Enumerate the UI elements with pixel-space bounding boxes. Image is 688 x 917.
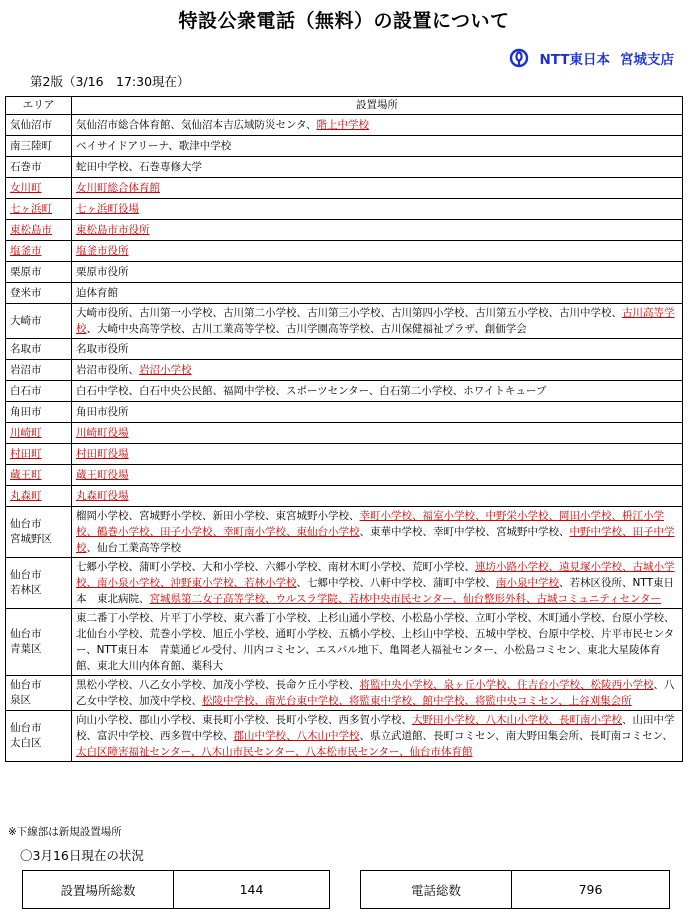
area-cell: 仙台市 若林区 <box>6 558 72 609</box>
area-cell: 大崎市 <box>6 304 72 339</box>
places-cell <box>72 465 683 486</box>
table-row <box>6 262 683 283</box>
location-text: 、若林区役所、NTT東日本 東北病院、 <box>76 577 674 605</box>
new-location-text: 中野中学校、田子中学校 <box>76 526 675 554</box>
table-row <box>6 304 683 339</box>
table-row <box>6 339 683 360</box>
places-cell <box>72 136 683 157</box>
new-location-text: 太白区障害福祉センター、八木山市民センター、八本松市民センター、仙台市体育館 <box>76 746 473 758</box>
location-text: 大崎市役所、古川第一小学校、古川第二小学校、古川第三小学校、古川第四小学校、古川第五小学校、古川中学校、 <box>76 307 622 319</box>
places-cell <box>72 304 683 339</box>
places-cell <box>72 423 683 444</box>
places-cell <box>72 444 683 465</box>
table-row <box>6 220 683 241</box>
places-cell <box>72 283 683 304</box>
page-title: 特設公衆電話（無料）の設置について <box>178 10 510 32</box>
new-location-text: 女川町総合体育館 <box>76 182 160 194</box>
table-row <box>6 444 683 465</box>
table-row <box>6 283 683 304</box>
new-location-text: 蔵王町役場 <box>76 469 129 481</box>
edition-label: 第2版（3/16 17:30現在） <box>30 74 190 89</box>
area-cell: 角田市 <box>6 402 72 423</box>
table-row <box>6 199 683 220</box>
new-location-text: 階上中学校 <box>316 119 369 131</box>
places-cell <box>72 676 683 711</box>
table-row <box>6 402 683 423</box>
new-location-text: 郡山中学校、八木山中学校 <box>233 730 360 742</box>
location-text: 七郷小学校、蒲町小学校、大和小学校、六郷小学校、南材木町小学校、荒町小学校、 <box>76 561 475 573</box>
locations-total-label: 設置場所総数 <box>60 882 136 898</box>
table-row <box>6 711 683 762</box>
places-cell <box>72 711 683 762</box>
org-brand <box>509 48 674 68</box>
new-location-text: 川崎町役場 <box>76 427 129 439</box>
area-cell: 栗原市 <box>6 262 72 283</box>
table-header-row <box>6 97 683 115</box>
footnote: ※下線部は新規設置場所 <box>8 826 122 838</box>
location-text: 気仙沼市総合体育館、気仙沼本吉広域防災センタ、 <box>76 119 317 131</box>
column-header-area: エリア <box>6 97 72 115</box>
places-cell <box>72 241 683 262</box>
location-text: 、仙台工業高等学校 <box>86 542 181 554</box>
table-row <box>6 507 683 558</box>
places-cell <box>72 507 683 558</box>
table-row <box>6 136 683 157</box>
area-cell: 岩沼市 <box>6 360 72 381</box>
table-row <box>6 157 683 178</box>
location-text: ベイサイドアリーナ、歌津中学校 <box>76 140 232 152</box>
table-row <box>6 360 683 381</box>
new-location-text: 岩沼小学校 <box>139 364 192 376</box>
location-text: 白石中学校、白石中央公民館、福岡中学校、スポーツセンター、白石第二小学校、ホワイトキューブ <box>76 385 547 397</box>
status-heading: 〇3月16日現在の状況 <box>20 848 144 863</box>
location-text: 角田市役所 <box>76 406 129 418</box>
places-cell <box>72 199 683 220</box>
area-cell: 南三陸町 <box>6 136 72 157</box>
table-row <box>6 609 683 676</box>
location-text: 迫体育館 <box>76 287 118 299</box>
area-cell: 仙台市 宮城野区 <box>6 507 72 558</box>
area-cell: 東松島市 <box>6 220 72 241</box>
location-text: 東二番丁小学校、片平丁小学校、東六番丁小学校、上杉山通小学校、小松島小学校、立町小学校、木町通小学校、台原小学校、北仙台小学校、荒巻小学校、旭丘小学校、通町小学校、五橋小学校、上杉山中学校、五城中学校、台原中学校、片平市民センター、NTT東日本 青葉通ビル受付、川内コミセン、エスパル地下、亀岡老人福祉センター、小松島コミセン、東北大星陵体育館、東北大川内体育館、薬科大 <box>76 612 675 672</box>
table-row <box>6 241 683 262</box>
places-cell <box>72 486 683 507</box>
area-cell: 石巻市 <box>6 157 72 178</box>
new-location-text: 七ヶ浜町役場 <box>76 203 139 215</box>
table-row <box>6 381 683 402</box>
table-row <box>6 676 683 711</box>
installation-table <box>5 96 683 762</box>
new-location-text: 丸森町役場 <box>76 490 129 502</box>
location-text: 栗原市役所 <box>76 266 129 278</box>
column-header-places: 設置場所 <box>72 97 683 115</box>
places-cell <box>72 339 683 360</box>
table-row <box>6 486 683 507</box>
location-text: 蛇田中学校、石巻専修大学 <box>76 161 202 173</box>
area-cell: 塩釜市 <box>6 241 72 262</box>
location-text: 向山小学校、郡山小学校、東長町小学校、長町小学校、西多賀小学校、 <box>76 714 412 726</box>
area-cell: 白石市 <box>6 381 72 402</box>
area-cell: 気仙沼市 <box>6 115 72 136</box>
location-text: 黒松小学校、八乙女小学校、加茂小学校、長命ケ丘小学校、 <box>76 679 360 691</box>
new-location-text: 連坊小路小学校、遠見塚小学校、古城小学校、南小泉小学校、沖野東小学校、若林小学校 <box>76 561 675 589</box>
new-location-text: 古川高等学校 <box>76 307 675 335</box>
places-cell <box>72 178 683 199</box>
area-cell: 仙台市 太白区 <box>6 711 72 762</box>
area-cell: 女川町 <box>6 178 72 199</box>
location-text: 岩沼市役所、 <box>76 364 139 376</box>
area-cell: 仙台市 青葉区 <box>6 609 72 676</box>
location-text: 、県立武道館、長町コミセン、南大野田集会所、長町南コミセン、 <box>359 730 673 742</box>
location-text: 、山田中学校、富沢中学校、西多賀中学校、 <box>76 714 675 742</box>
places-cell <box>72 402 683 423</box>
ntt-logo-icon <box>509 48 529 68</box>
new-location-text: 南小泉中学校 <box>496 577 559 589</box>
phones-total-box <box>360 870 670 909</box>
location-text: 名取市役所 <box>76 343 129 355</box>
area-cell: 登米市 <box>6 283 72 304</box>
area-cell: 村田町 <box>6 444 72 465</box>
places-cell <box>72 609 683 676</box>
area-cell: 川崎町 <box>6 423 72 444</box>
org-branch: 宮城支店 <box>620 52 674 68</box>
new-location-text: 東松島市市役所 <box>76 224 150 236</box>
table-body <box>6 115 683 762</box>
area-cell: 名取市 <box>6 339 72 360</box>
location-text: 、七郷中学校、八軒中学校、蒲町中学校、 <box>296 577 496 589</box>
places-cell <box>72 157 683 178</box>
location-text: 、八乙女中学校、加茂中学校、 <box>76 679 675 707</box>
new-location-text: 松陵中学校、南光台東中学校、将監東中学校、館中学校、将監中央コミセン、上谷刈集会所 <box>202 695 632 707</box>
places-cell <box>72 262 683 283</box>
table-row <box>6 423 683 444</box>
places-cell <box>72 381 683 402</box>
new-location-text: 幸町小学校、福室小学校、中野栄小学校、岡田小学校、枡江小学校、鶴巻小学校、田子小学校、幸町南小学校、東仙台小学校 <box>76 510 664 538</box>
area-cell: 丸森町 <box>6 486 72 507</box>
places-cell <box>72 220 683 241</box>
new-location-text: 宮城県第二女子高等学校、ウルスラ学院、若林中央市民センター、仙台整形外科、古城コミュニティセンター <box>149 593 662 605</box>
locations-total-value: 144 <box>173 871 329 908</box>
new-location-text: 塩釜市役所 <box>76 245 129 257</box>
table-row <box>6 465 683 486</box>
table-row <box>6 558 683 609</box>
places-cell <box>72 115 683 136</box>
new-location-text: 大野田小学校、八木山小学校、長町南小学校 <box>412 714 622 726</box>
org-name: NTT東日本 <box>539 52 610 68</box>
table-row <box>6 178 683 199</box>
area-cell: 七ヶ浜町 <box>6 199 72 220</box>
places-cell <box>72 558 683 609</box>
places-cell <box>72 360 683 381</box>
location-text: 、大崎中央高等学校、古川工業高等学校、古川学園高等学校、古川保健福祉プラザ、創価学会 <box>86 323 527 335</box>
location-text: 榴岡小学校、宮城野小学校、新田小学校、東宮城野小学校、 <box>76 510 360 522</box>
phones-total-value: 796 <box>511 871 669 908</box>
locations-total-box <box>22 870 330 909</box>
location-text: 、東華中学校、幸町中学校、宮城野中学校、 <box>359 526 570 538</box>
phones-total-label: 電話総数 <box>410 882 461 898</box>
new-location-text: 将監中央小学校、泉ヶ丘小学校、住吉台小学校、松陵西小学校 <box>359 679 654 691</box>
area-cell: 仙台市 泉区 <box>6 676 72 711</box>
new-location-text: 村田町役場 <box>76 448 129 460</box>
table-row <box>6 115 683 136</box>
area-cell: 蔵王町 <box>6 465 72 486</box>
